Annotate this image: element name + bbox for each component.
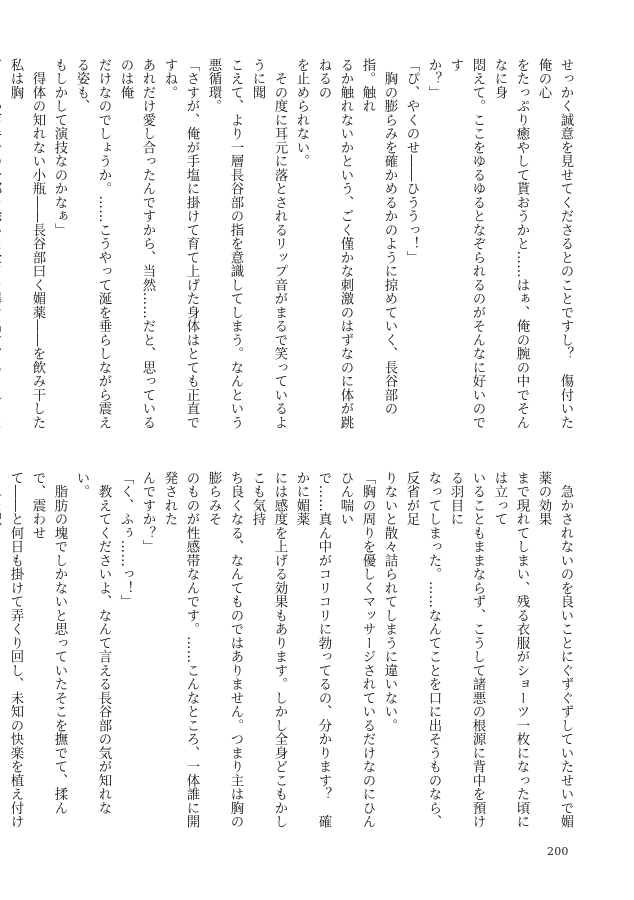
text-column: るか触れないかという、ごく僅かな刺激のはずなのに体が跳ねるの [316, 58, 353, 430]
text-column: には感度を上げる効果もあります。しかし全身どこもかしこも気持 [250, 471, 287, 829]
text-column: を止められない。 [294, 58, 309, 168]
text-block-lower [8, 471, 576, 833]
text-column: て――と何日も掛けて弄くり回し、未知の快楽を植え付け [8, 471, 23, 829]
text-column: まで現れてしまい、残る衣服がショーツ一枚になった頃には立って [492, 471, 529, 829]
text-block-upper [8, 58, 576, 441]
text-column: だけなのでしょうか。……こうやって涎を垂らしながら震える姿も、 [74, 58, 111, 430]
text-column: 「ぴ、やくのせ――ひううっ！」 [404, 58, 419, 265]
text-column: 「く、ふぅ……っ！」 [118, 471, 133, 609]
text-column: こえて、より一層長谷部の指を意識してしまう。なんという悪循環。 [206, 58, 243, 430]
text-column: か？」 [426, 58, 441, 100]
text-column: んですか？」 [140, 471, 155, 554]
text-column: 「胸の周りを優しくマッサージされているだけなのにひんひん喘い [338, 471, 375, 829]
text-column: 教えてくださいよ、なんて言える長谷部の気が知れない。 [74, 471, 111, 815]
text-column: 得体の知れない小瓶――長谷部曰く媚薬――を飲み干した私は胸 [8, 58, 45, 430]
text-column: あれだけ愛し合ったんですから、当然……だと、思っているのは俺 [118, 58, 155, 430]
text-column: 急かされないのを良いことにぐずぐずしていたせいで媚薬の効果 [536, 471, 573, 829]
text-column: ち良くなる、なんてものではありません。つまり主は胸の膨らみそ [206, 471, 243, 829]
text-column: もしかして演技なのかなぁ」 [52, 58, 67, 237]
text-column: いることもままならず、こうして諸悪の根源に背中を預ける羽目に [448, 471, 485, 829]
text-column: りないと散々詰られてしまうに違いない。 [382, 471, 397, 733]
text-column: 悶えて。ここをゆるゆるとなぞられるのがそんなに好いのです [448, 58, 485, 430]
text-column: のものが性感帯なんです。……こんなところ、一体誰に開発された [162, 471, 199, 829]
text-column: せっかく誠意を見せてくださるとのことですし？ 傷付いた俺の心 [536, 58, 573, 430]
text-column: 胸の膨らみを確かめるかのように掠めていく、長谷部の指。触れ [360, 58, 397, 416]
text-column: なってしまった。……なんてことを口に出そうものなら、反省が足 [404, 471, 441, 829]
text-column: で……真ん中がコリコリに勃ってるの、分かります？ 確かに媚薬 [294, 471, 331, 829]
text-column [0, 58, 4, 441]
text-column: その度に耳元に落とされるリップ音がまるで笑っているように聞 [250, 58, 287, 430]
text-column: 脂肪の塊でしかないと思っていたそこを撫でて、揉んで、震わせ [30, 471, 67, 815]
text-column: 「さすが、俺が手塩に掛けて育て上げた身体はとても正直ですね。 [162, 58, 199, 430]
page-number: 200 [547, 845, 569, 858]
text-column: をたっぷり癒やして貰おうかと……はぁ、俺の腕の中でそんなに身 [492, 58, 529, 430]
